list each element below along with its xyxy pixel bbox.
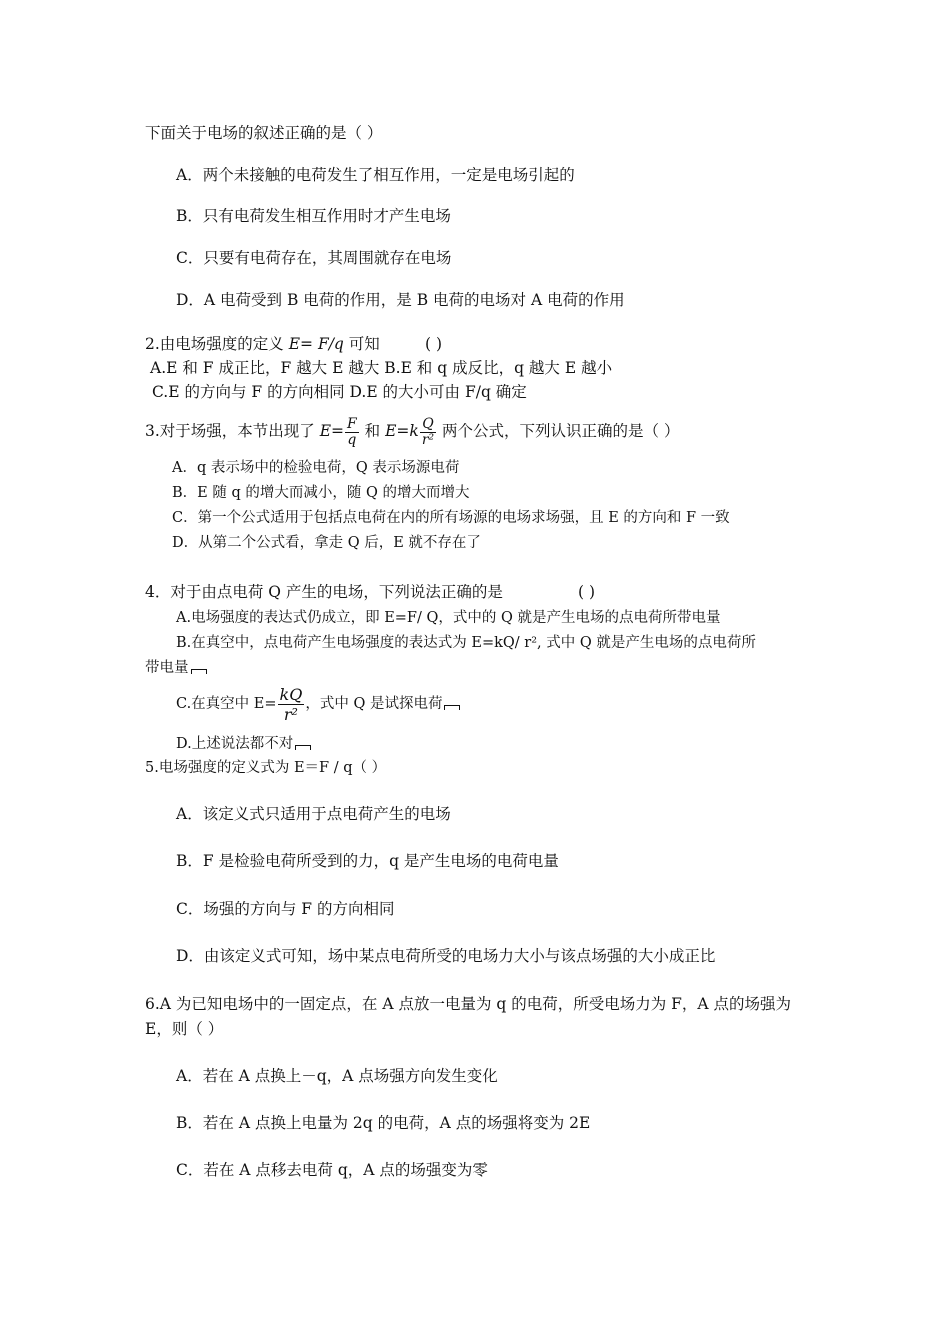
q6-option-b: B．若在 A 点换上电量为 2q 的电荷，A 点的场强将变为 2E (176, 1114, 591, 1132)
q4-option-b-line-2-text: 带电量 (145, 660, 189, 676)
q1-option-c: C．只要有电荷存在，其周围就存在电场 (176, 249, 452, 267)
q3-formula-2-lhs: E=k (385, 422, 419, 440)
q4-option-d (176, 733, 311, 755)
q4-option-c-fraction (278, 685, 305, 724)
q4-option-c (176, 682, 460, 726)
q5-option-b: B．F 是检验电荷所受到的力，q 是产生电场的电荷电量 (176, 852, 559, 870)
q1-stem: 下面关于电场的叙述正确的是（ ） (145, 124, 383, 142)
q4-answer-blank: ( ) (578, 583, 596, 601)
q6-option-a: A．若在 A 点换上－q，A 点场强方向发生变化 (176, 1067, 498, 1085)
q2-formula: E= F/q (288, 335, 344, 353)
q3-fraction-2 (420, 417, 436, 448)
q3-fraction-2-den: r² (421, 431, 435, 448)
q2-options-row-2: C.E 的方向与 F 的方向相同 D.E 的大小可由 F/q 确定 (152, 383, 527, 401)
q5-stem: 5.电场强度的定义式为 E＝F / q（ ） (145, 760, 387, 776)
q4-option-b-line-1: B.在真空中，点电荷产生电场强度的表达式为 E=kQ/ r², 式中 Q 就是产生电场的点电荷所 (176, 635, 756, 651)
q4-option-c-num: kQ (279, 684, 303, 704)
q2-stem-post: 可知 (343, 335, 380, 353)
q3-fraction-1-num: F (347, 415, 357, 432)
q4-option-c-post: ，式中 Q 是试探电荷 (305, 696, 443, 712)
q3-stem-mid: 和 (359, 422, 386, 440)
q2-answer-blank: ( ) (425, 335, 443, 353)
q6-option-c: C．若在 A 点移去电荷 q，A 点的场强变为零 (176, 1161, 488, 1179)
q5-option-c: C．场强的方向与 F 的方向相同 (176, 900, 395, 918)
q4-option-b-line-2 (145, 657, 207, 679)
q3-option-d: D．从第二个公式看，拿走 Q 后，E 就不存在了 (172, 535, 481, 551)
q3-option-a: A．q 表示场中的检验电荷，Q 表示场源电荷 (172, 460, 460, 476)
q4-option-c-den: r² (278, 704, 305, 724)
q3-fraction-1-den: q (345, 432, 359, 448)
q3-stem-post: 两个公式，下列认识正确的是（ ） (437, 422, 680, 440)
q3-formula-1-lhs: E= (319, 422, 345, 440)
q4-option-d-text: D.上述说法都不对 (176, 736, 294, 752)
q4-option-c-pre: C.在真空中 E= (176, 696, 277, 712)
q2-stem (145, 333, 380, 355)
q5-option-d: D．由该定义式可知，场中某点电荷所受的电场力大小与该点场强的大小成正比 (176, 947, 716, 965)
paragraph-mark (191, 669, 207, 674)
q1-option-d: D．A 电荷受到 B 电荷的作用，是 B 电荷的电场对 A 电荷的作用 (176, 291, 625, 309)
q6-stem-line-1: 6.A 为已知电场中的一固定点，在 A 点放一电量为 q 的电荷，所受电场力为 F，A 点的场强为 (145, 995, 792, 1013)
q3-option-c: C．第一个公式适用于包括点电荷在内的所有场源的电场求场强，且 E 的方向和 F 一致 (172, 510, 730, 526)
q2-options-row-1: A.E 和 F 成正比，F 越大 E 越大 B.E 和 q 成反比，q 越大 E 越小 (150, 359, 613, 377)
q3-option-b: B．E 随 q 的增大而减小，随 Q 的增大而增大 (172, 485, 470, 501)
q3-stem-pre: 3.对于场强，本节出现了 (145, 422, 320, 440)
q2-stem-pre: 2.由电场强度的定义 (145, 335, 289, 353)
q1-option-a: A．两个未接触的电荷发生了相互作用，一定是电场引起的 (176, 166, 575, 184)
q6-stem-line-2: E，则（ ） (145, 1020, 224, 1038)
q5-option-a: A．该定义式只适用于点电荷产生的电场 (176, 805, 451, 823)
paragraph-mark (295, 745, 311, 750)
q1-option-b: B．只有电荷发生相互作用时才产生电场 (176, 207, 451, 225)
q3-stem (145, 414, 679, 448)
q3-fraction-1 (345, 417, 359, 448)
paragraph-mark (444, 705, 460, 710)
q3-fraction-2-num: Q (422, 415, 434, 432)
q4-option-a: A.电场强度的表达式仍成立，即 E=F/ Q，式中的 Q 就是产生电场的点电荷所带电量 (176, 610, 721, 626)
q4-stem: 4．对于由点电荷 Q 产生的电场，下列说法正确的是 (145, 583, 503, 601)
